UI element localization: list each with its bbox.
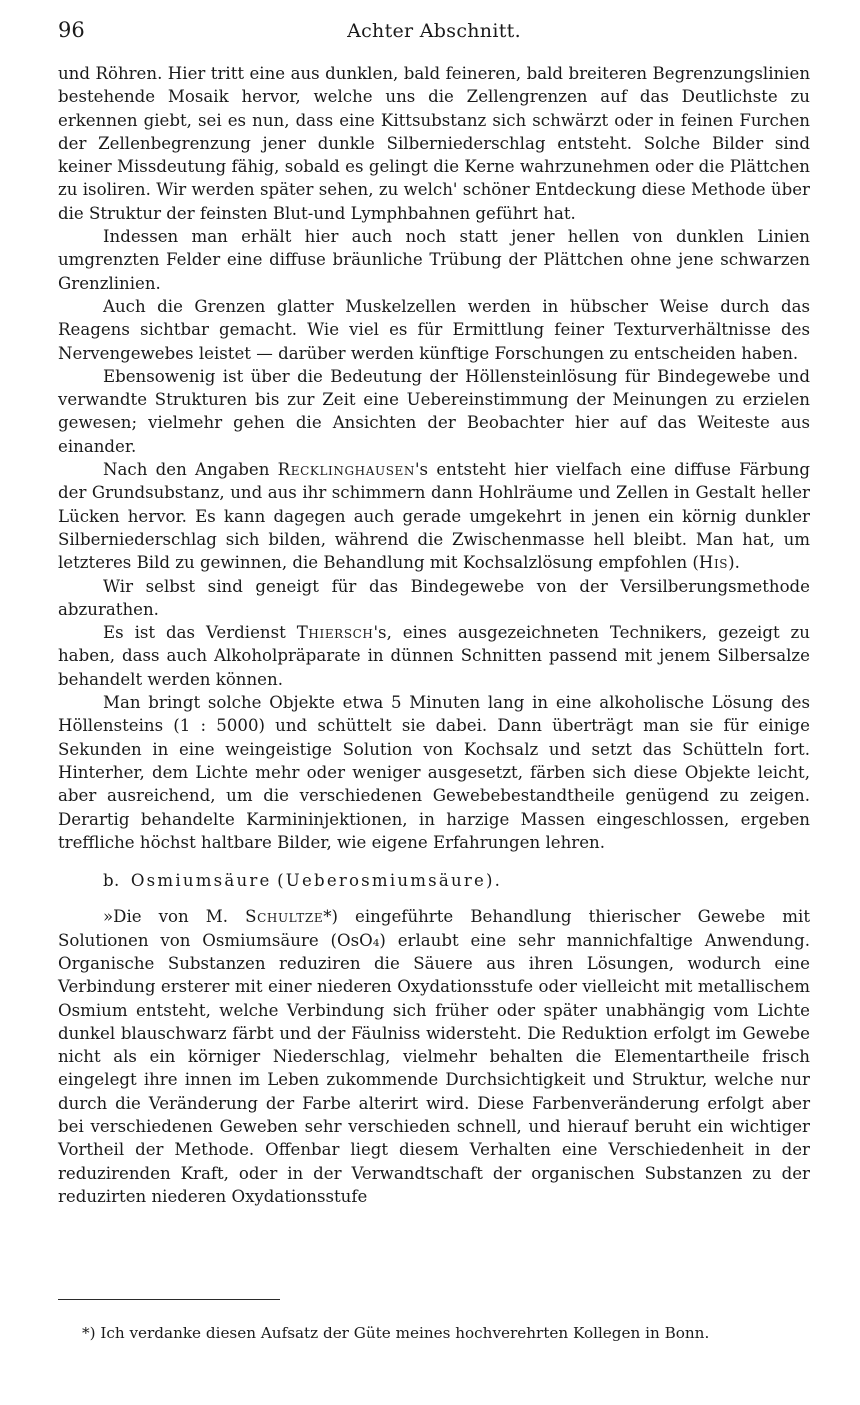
paragraph-text: Wir selbst sind geneigt für das Bindegewebe von der Versilberungsmethode abzurathen. bbox=[58, 576, 810, 619]
footnote: *) Ich verdanke diesen Aufsatz der Güte meines hochverehrten Kollegen in Bonn. bbox=[82, 1324, 710, 1343]
paragraph-text: Es ist das Verdienst bbox=[103, 623, 297, 643]
paragraph bbox=[58, 575, 810, 622]
paragraph bbox=[58, 458, 810, 574]
paragraph bbox=[58, 905, 810, 1208]
paragraph-text: Nach den Angaben bbox=[103, 460, 278, 480]
paragraph-text: »Die von M. bbox=[103, 907, 246, 927]
author-name: Recklinghausen bbox=[277, 460, 415, 480]
section-title: Osmiumsäure bbox=[130, 871, 272, 891]
running-head: Achter Abschnitt. bbox=[347, 20, 521, 42]
paragraph bbox=[58, 295, 810, 365]
paragraph-text: Man bringt solche Objekte etwa 5 Minuten lang in eine alkoholische Lösung des Höllensteins (1 : 5000) und schüttelt sie dabei. Dann überträgt man sie für einige Sekunden in eine weingeistige Solution von Kochsalz und setzt das Schütteln fort. Hinterher, dem Lichte mehr oder weniger ausgesetzt, färben sich diese Objekte leicht, aber ausreichend, um die verschiedenen Gewebebestandtheile genügend zu zeigen. Derartig behandelte Karmininjektionen, in harzige Massen eingeschlossen, ergeben treffliche höchst haltbare Bilder, wie eigene Erfahrungen lehren. bbox=[58, 693, 810, 852]
footnote-rule bbox=[58, 1299, 280, 1300]
paragraph bbox=[58, 621, 810, 691]
author-name: Thiersch bbox=[296, 623, 374, 643]
paragraph-text: und Röhren. Hier tritt eine aus dunklen, bald feineren, bald breiteren Begrenzungslinien bestehende Mosaik hervor, welche uns die Zellengrenzen auf das Deutlichste zu erkennen giebt, sei es nun, dass eine Kittsubstanz sich schwärzt oder in feinen Furchen der Zellenbegrenzung jener dunkle Silberniederschlag entsteht. Solche Bilder sind keiner Missdeutung fähig, sobald es gelingt die Kerne wahrzunehmen oder die Plättchen zu isoliren. Wir werden später sehen, zu welch' schöner Entdeckung diese Methode über die Struktur der feinsten Blut-und Lymphbahnen geführt hat. bbox=[58, 64, 810, 223]
section-label: b. bbox=[103, 871, 120, 891]
author-name: Schultze bbox=[245, 907, 324, 927]
page-header bbox=[58, 18, 810, 46]
paragraph-text: 's entsteht hier vielfach eine diffuse Färbung der Grundsubstanz, und aus ihr schimmern dann Hohlräume und Zellen in Gestalt heller Lücken hervor. Es kann dagegen auch gerade umgekehrt in jenen ein körnig dunkler Silberniederschlag sich bilden, während die Zwischenmasse hell bleibt. Man hat, um letzteres Bild zu gewinnen, die Behandlung mit Kochsalzlösung empfohlen ( bbox=[58, 460, 810, 573]
page-number: 96 bbox=[58, 18, 85, 42]
paragraph bbox=[58, 225, 810, 295]
paragraph bbox=[58, 365, 810, 458]
section-paragraphs bbox=[58, 905, 810, 1208]
body-paragraphs bbox=[58, 62, 810, 854]
section-subtitle: (Ueberosmiumsäure). bbox=[277, 871, 503, 891]
paragraph-text: *) eingeführte Behandlung thierischer Gewebe mit Solutionen von Osmiumsäure (OsO₄) erlaubt eine sehr mannichfaltige Anwendung. Organische Substanzen reduziren die Säuere aus ihren Lösungen, wodurch eine Verbindung ersterer mit einer niederen Oxydationsstufe oder vielleicht mit metallischem Osmium entsteht, welche Verbindung sich früher oder später unabhängig vom Lichte dunkel blauschwarz färbt und der Fäulniss widersteht. Die Reduktion erfolgt im Gewebe nicht als ein körniger Niederschlag, vielmehr behalten die Elementartheile frisch eingelegt ihre innen im Leben zukommende Durchsichtigkeit und Struktur, welche nur durch die Veränderung der Farbe alterirt wird. Diese Farbenveränderung erfolgt aber bei verschiedenen Geweben sehr verschieden schnell, und hierauf beruht ein wichtiger Vortheil der Methode. Offenbar liegt diesem Verhalten eine Verschiedenheit in der reduzirenden Kraft, oder in der Verwandtschaft der organischen Substanzen zu der reduzirten niederen Oxydationsstufe bbox=[58, 907, 810, 1206]
section-heading bbox=[58, 869, 810, 892]
paragraph bbox=[58, 62, 810, 225]
paragraph-text: Indessen man erhält hier auch noch statt jener hellen von dunklen Linien umgrenzten Felder eine diffuse bräunliche Trübung der Plättchen ohne jene schwarzen Grenzlinien. bbox=[58, 227, 810, 293]
page-body bbox=[58, 62, 810, 1208]
paragraph-text: Auch die Grenzen glatter Muskelzellen werden in hübscher Weise durch das Reagens sichtbar gemacht. Wie viel es für Ermittlung feiner Texturverhältnisse des Nervengewebes leistet — darüber werden künftige Forschungen zu entscheiden haben. bbox=[58, 296, 810, 363]
paragraph-text: ). bbox=[728, 553, 740, 573]
paragraph bbox=[58, 691, 810, 854]
paragraph-text: 's, eines ausgezeichneten Technikers, gezeigt zu haben, dass auch Alkoholpräparate in dünnen Schnitten passend mit jenem Silbersalze behandelt werden können. bbox=[58, 623, 810, 689]
paragraph-text: Ebensowenig ist über die Bedeutung der Höllensteinlösung für Bindegewebe und verwandte Strukturen bis zur Zeit eine Uebereinstimmung der Meinungen zu erzielen gewesen; vielmehr gehen die Ansichten der Beobachter hier auf das Weiteste aus einander. bbox=[58, 366, 810, 456]
author-name: His bbox=[698, 553, 729, 573]
